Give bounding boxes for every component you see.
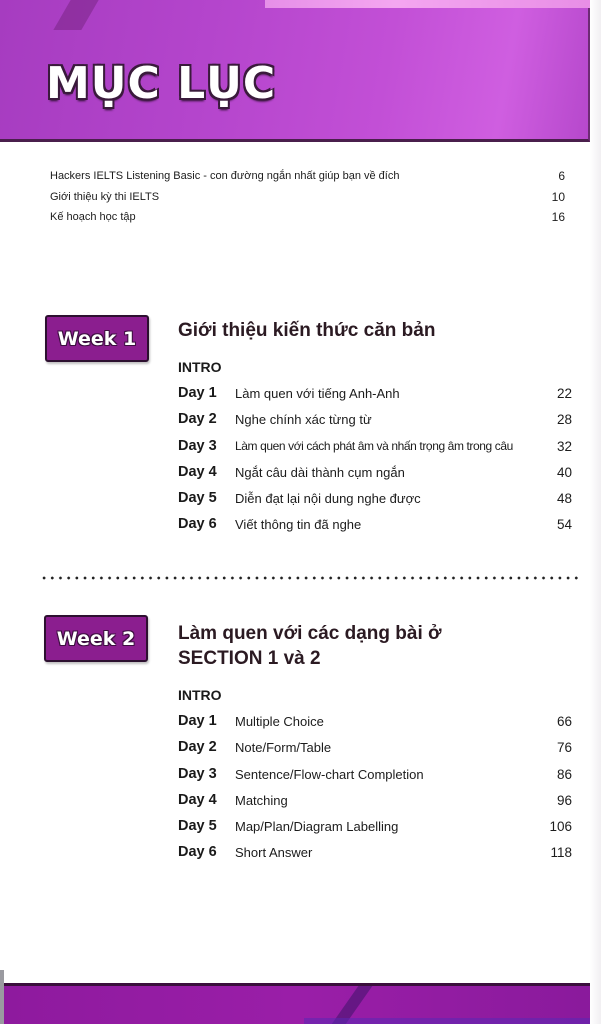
day-title: Multiple Choice (235, 714, 324, 729)
toc-entry[interactable] (50, 168, 565, 189)
day-row[interactable] (178, 792, 572, 818)
day-label: Day 6 (178, 844, 217, 861)
day-title: Làm quen với tiếng Anh-Anh (235, 386, 400, 401)
day-label: Day 4 (178, 791, 217, 808)
page-edge (590, 0, 601, 1024)
day-page: 48 (556, 491, 572, 507)
day-title: Note/Form/Table (235, 740, 332, 756)
week-1-title: Giới thiệu kiến thức căn bản (178, 320, 436, 341)
week-1-badge: Week 1 (45, 315, 149, 362)
page-title: MỤC LỤC (46, 58, 277, 109)
day-page: 28 (556, 412, 572, 428)
toc-entry-page: 10 (551, 189, 565, 204)
day-row[interactable] (178, 490, 572, 516)
day-page: 96 (556, 792, 572, 808)
toc-entry-title: Hackers IELTS Listening Basic - con đường ngắn nhất giúp bạn về đích (50, 170, 400, 182)
day-title: Làm quen với cách phát âm và nhấn trọng âm trong câu (235, 438, 513, 453)
day-label: Day 3 (178, 765, 217, 782)
day-row[interactable] (178, 713, 572, 739)
toc-entry[interactable] (50, 209, 565, 230)
day-page: 86 (556, 766, 572, 782)
day-label: Day 5 (178, 490, 217, 507)
day-row[interactable] (178, 464, 572, 490)
front-matter-list (50, 168, 565, 230)
day-row[interactable] (178, 739, 572, 765)
day-title: Short Answer (235, 845, 313, 861)
day-label: Day 2 (178, 411, 217, 428)
footer-band (4, 983, 590, 1024)
day-row[interactable] (178, 818, 572, 844)
dotted-divider (40, 576, 580, 580)
day-page: 32 (556, 438, 572, 454)
toc-entry[interactable] (50, 189, 565, 210)
day-page: 106 (549, 819, 572, 835)
week-2-badge: Week 2 (44, 615, 148, 662)
day-label: Day 1 (178, 385, 217, 401)
week-2-day-list (178, 713, 572, 871)
day-page: 54 (556, 517, 572, 533)
day-page: 40 (556, 464, 572, 480)
day-title: Matching (235, 792, 288, 808)
day-label: Day 5 (178, 818, 217, 835)
day-title: Sentence/Flow-chart Completion (235, 766, 424, 782)
toc-entry-title: Kế hoạch học tập (50, 211, 136, 223)
day-label: Day 1 (178, 713, 217, 729)
day-label: Day 6 (178, 516, 217, 533)
toc-entry-title: Giới thiệu kỳ thi IELTS (50, 190, 160, 203)
toc-entry-page: 16 (551, 210, 565, 224)
day-label: Day 2 (178, 739, 217, 756)
day-page: 66 (556, 714, 572, 729)
header-highlight-strip (265, 0, 590, 8)
day-title: Map/Plan/Diagram Labelling (235, 819, 399, 835)
day-row[interactable] (178, 438, 572, 464)
day-title: Nghe chính xác từng từ (235, 412, 372, 428)
day-row[interactable] (178, 385, 572, 411)
day-title: Ngắt câu dài thành cụm ngắn (235, 464, 405, 480)
day-row[interactable] (178, 516, 572, 542)
day-row[interactable] (178, 766, 572, 792)
day-page: 76 (556, 740, 572, 756)
week-1-intro-label[interactable]: INTRO (178, 359, 222, 375)
week-2-title-line-2: SECTION 1 và 2 (178, 648, 321, 669)
day-row[interactable] (178, 844, 572, 870)
day-label: Day 3 (178, 437, 217, 454)
week-1-day-list (178, 385, 572, 543)
day-page: 22 (556, 386, 572, 401)
toc-entry-page: 6 (558, 169, 565, 183)
day-row[interactable] (178, 411, 572, 437)
day-page: 118 (550, 845, 572, 861)
week-2-intro-label[interactable]: INTRO (178, 687, 222, 703)
day-label: Day 4 (178, 463, 217, 480)
day-title: Viết thông tin đã nghe (235, 517, 362, 533)
week-2-title-line-1: Làm quen với các dạng bài ở (178, 623, 442, 644)
header-band (0, 0, 590, 142)
day-title: Diễn đạt lại nội dung nghe được (235, 491, 421, 507)
